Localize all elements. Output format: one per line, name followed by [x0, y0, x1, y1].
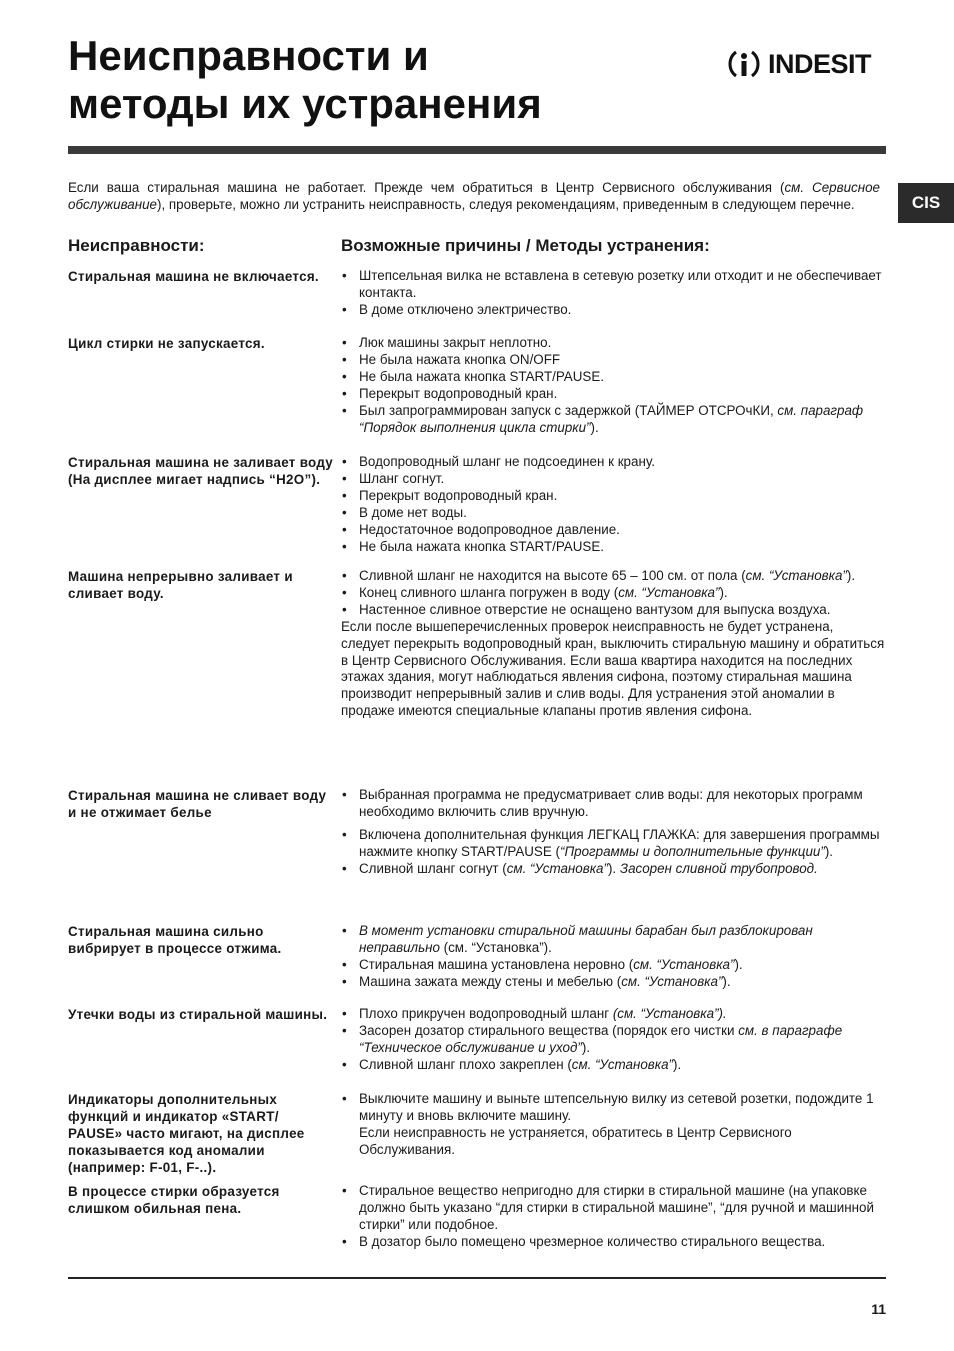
fault-label: Стиральная машина не включается. [68, 269, 319, 284]
cause-item: • Перекрыт водопроводный кран. [341, 386, 886, 403]
cause-item: • Конец сливного шланга погружен в воду (см. “Установка”). [341, 585, 886, 602]
cause-list [341, 1091, 886, 1159]
cause-list [341, 568, 886, 720]
cause-item: • Недостаточное водопроводное давление. [341, 522, 886, 539]
cause-item: • Выбранная программа не предусматривает слив воды: для некоторых программ необходимо включить слив вручную. [341, 787, 886, 821]
cause-item: • Перекрыт водопроводный кран. [341, 488, 886, 505]
cause-item: • В доме нет воды. [341, 505, 886, 522]
cause-item: • Сливной шланг согнут (см. “Установка”). Засорен сливной трубопровод. [341, 861, 886, 878]
cause-item: • Машина зажата между стены и мебелью (см. “Установка”). [341, 974, 886, 991]
cause-item: • Включена дополнительная функция ЛЕГКАЦ ГЛАЖКА: для завершения программы нажмите кнопку START/PAUSE (“Программы и дополнительные функции”). [341, 827, 886, 861]
cause-item: • Стиральное вещество непригодно для стирки в стиральной машине (на упаковке должно быть указано “для стирки в стиральной машине”, “для ручной и машинной стирки” или подобное. [341, 1183, 886, 1234]
cause-list [341, 1006, 886, 1074]
cause-list [341, 1183, 886, 1251]
page-number: 11 [871, 1301, 886, 1317]
page-title-line-2: методы их устранения [68, 80, 542, 127]
cause-item: • Сливной шланг плохо закреплен (см. “Установка”). [341, 1057, 886, 1074]
fault-label: В процессе стирки образуется слишком обильная пена. [68, 1184, 280, 1216]
cause-note: Если после вышеперечисленных проверок неисправность не будет устранена, следует перекрыть водопроводный кран, выключить стиральную машину и обратиться в Центр Сервисного Обслуживания. Если ваша квартира находится на последних этажах здания, могут наблюдаться явления сифона, поэтому стиральная машина производит непрерывный залив и слив воды. Для устранения этой аномалии в продаже имеются специальные клапаны против явления сифона. [341, 618, 885, 719]
fault-label: Утечки воды из стиральной машины. [68, 1007, 328, 1022]
cause-list [341, 787, 886, 878]
intro-paragraph: Если ваша стиральная машина не работает. Прежде чем обратиться в Центр Сервисного обслуживания (см. Сервисное обслуживание), проверьте, можно ли устранить неисправность, следуя рекомендациям, приведенным в следующем перечне. [68, 180, 880, 212]
cause-list [341, 923, 886, 991]
faults-heading: Неисправности: [68, 236, 205, 255]
cause-item: • Не была нажата кнопка START/PAUSE. [341, 539, 886, 556]
brand-logo [726, 44, 871, 84]
cause-item: • Был запрограммирован запуск с задержкой (ТАЙМЕР ОТСРОчКИ, см. параграф “Порядок выполнения цикла стирки”). [341, 403, 886, 437]
info-i-icon [726, 46, 762, 82]
brand-name: INDESIT [768, 48, 872, 79]
page-title-line-1: Неисправности и [68, 32, 429, 79]
cause-item: • Не была нажата кнопка START/PAUSE. [341, 369, 886, 386]
cause-list [341, 268, 886, 319]
cause-item: • Не была нажата кнопка ON/OFF [341, 352, 886, 369]
cause-item: • Сливной шланг не находится на высоте 65 – 100 см. от пола (см. “Установка”). [341, 568, 886, 585]
fault-label: Машина непрерывно заливает и сливает воду. [68, 569, 293, 601]
cause-item: • Выключите машину и выньте штепсельную вилку из сетевой розетки, подождите 1 минуту и вновь включите машину. Если неисправность не устраняется, обратитесь в Центр Сервисного Обслуживания. [341, 1091, 886, 1159]
header-divider [68, 146, 886, 154]
cause-item: • В момент установки стиральной машины барабан был разблокирован неправильно (см. “Установка”). [341, 923, 886, 957]
fault-label: Стиральная машина не сливает воду и не отжимает белье [68, 788, 327, 820]
cause-item: • Засорен дозатор стирального вещества (порядок его чистки см. в параграфе “Техническое обслуживание и уход”). [341, 1023, 886, 1057]
cause-item: • Настенное сливное отверстие не оснащено вантузом для выпуска воздуха. [341, 602, 886, 619]
fault-label: Цикл стирки не запускается. [68, 336, 265, 351]
cause-item: • Штепсельная вилка не вставлена в сетевую розетку или отходит и не обеспечивает контакта. [341, 268, 886, 302]
cause-item: • Люк машины закрыт неплотно. [341, 335, 886, 352]
causes-heading: Возможные причины / Методы устранения: [341, 236, 710, 255]
cause-list [341, 335, 886, 436]
cause-item: • Шланг согнут. [341, 471, 886, 488]
section-tab: CIS [898, 183, 954, 223]
page-title [68, 32, 542, 128]
fault-label: Индикаторы дополнительных функций и индикатор «START/ PAUSE» часто мигают, на дисплее показывается код аномалии (например: F-01, F-..). [68, 1092, 305, 1175]
fault-label: Стиральная машина сильно вибрирует в процессе отжима. [68, 924, 282, 956]
cause-item: • Плохо прикручен водопроводный шланг (см. “Установка”). [341, 1006, 886, 1023]
cause-item: • Водопроводный шланг не подсоединен к крану. [341, 454, 886, 471]
footer-divider [68, 1277, 886, 1279]
cause-item: • Стиральная машина установлена неровно (см. “Установка”). [341, 957, 886, 974]
cause-list [341, 454, 886, 555]
fault-label: Стиральная машина не заливает воду (На дисплее мигает надпись “H2O”). [68, 455, 334, 487]
cause-item: • В доме отключено электричество. [341, 302, 886, 319]
cause-item: • В дозатор было помещено чрезмерное количество стирального вещества. [341, 1234, 886, 1251]
